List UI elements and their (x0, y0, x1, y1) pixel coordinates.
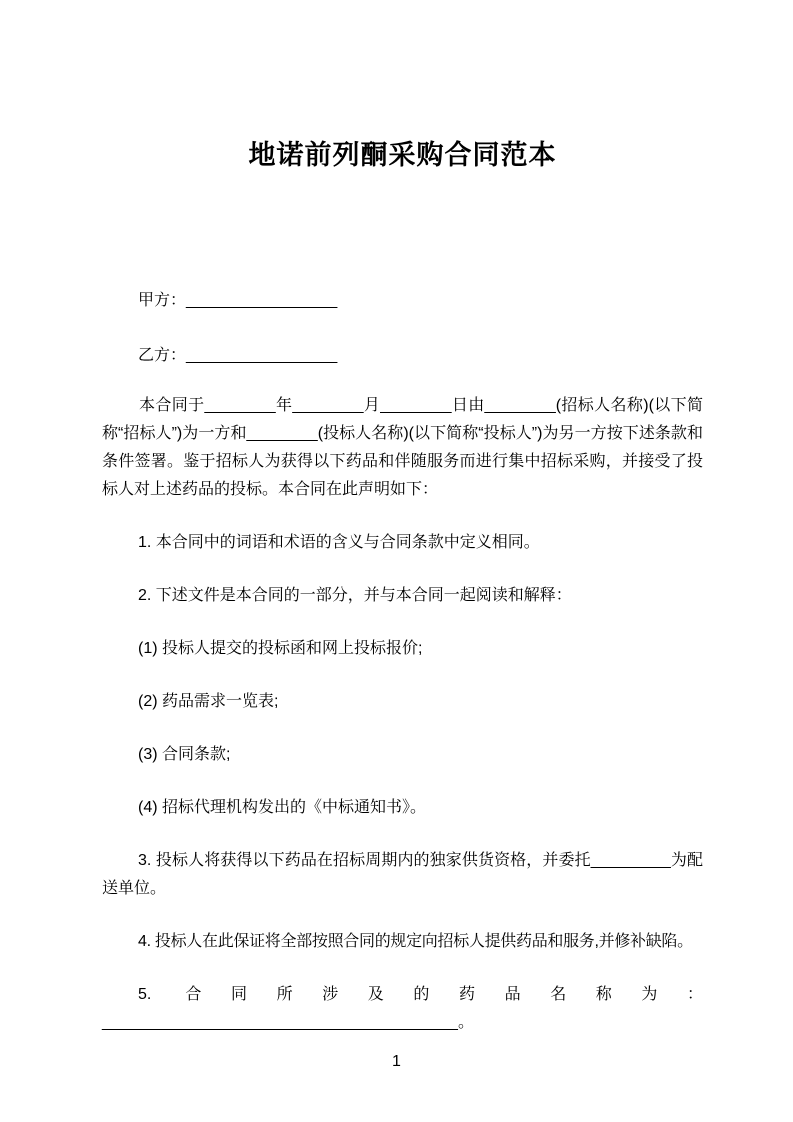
document-title: 地诺前列酮采购合同范本 (248, 140, 557, 170)
party-b-line: 乙方：_________________ (138, 347, 338, 364)
clause-3: 3. 投标人将获得以下药品在招标周期内的独家供货资格，并委托_________为配送单位。 (102, 852, 703, 897)
sub-clause-1: (1) 投标人提交的投标函和网上投标报价; (138, 640, 423, 657)
sub-clause-3: (3) 合同条款; (138, 746, 231, 763)
sub-clause-2: (2) 药品需求一览表; (138, 693, 279, 710)
intro-paragraph: 本合同于________年________月________日由________(招标人名称)(以下简称“招标人”)为一方和________(投标人名称)(以下简称“投标人”)为另一方按下述条款和条件签署。鉴于招标人为获得以下药品和伴随服务而进行集中招标采购，并接受了投标人对上述药品的投标。本合同在此声明如下： (102, 397, 703, 498)
clause-5: 5. 合同所涉及的药品名称为：________________________________________。 (102, 986, 703, 1031)
sub-clause-4: (4) 招标代理机构发出的《中标通知书》。 (138, 799, 427, 816)
clause-4: 4. 投标人在此保证将全部按照合同的规定向招标人提供药品和服务,并修补缺陷。 (138, 933, 693, 950)
party-a-line: 甲方：_________________ (138, 292, 338, 309)
clause-1: 1. 本合同中的词语和术语的含义与合同条款中定义相同。 (138, 534, 540, 551)
clause-2: 2. 下述文件是本合同的一部分，并与本合同一起阅读和解释： (138, 587, 572, 604)
page-number: 1 (392, 1053, 401, 1070)
